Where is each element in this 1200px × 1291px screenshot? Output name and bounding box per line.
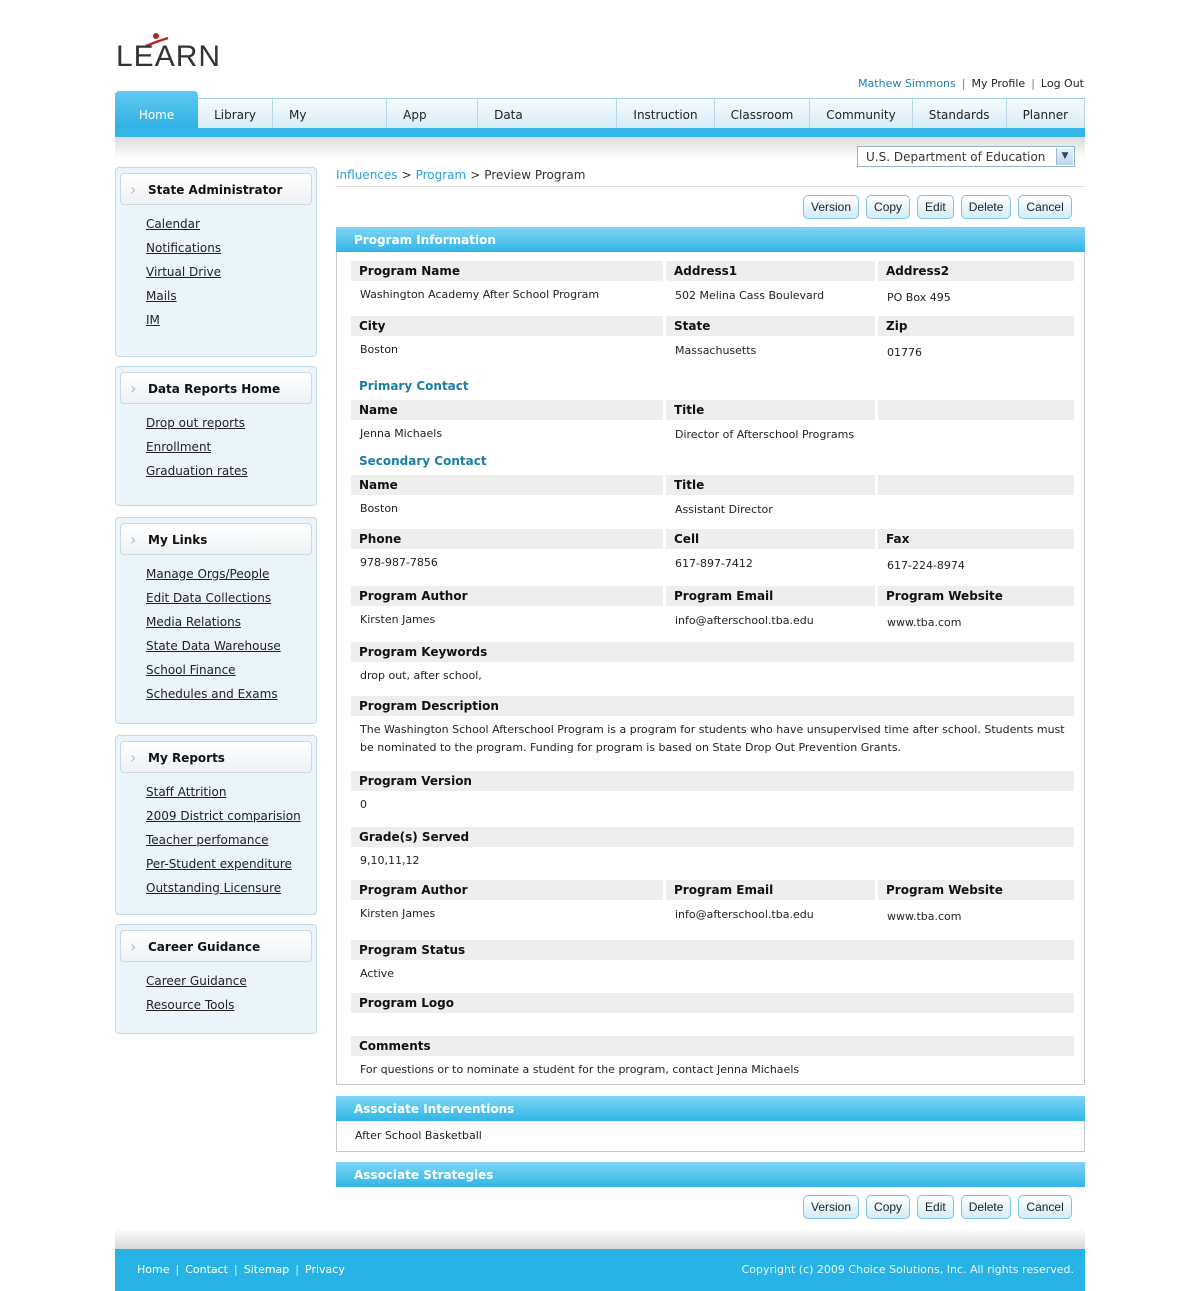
field-header-row <box>351 642 1074 662</box>
breadcrumb <box>336 168 585 182</box>
associate-strategies-header: Associate Strategies <box>336 1162 1085 1187</box>
label-program-version: Program Version <box>351 771 1074 791</box>
value-zip: 01776 <box>887 346 922 359</box>
separator: | <box>961 77 966 90</box>
value-program-email: info@afterschool.tba.edu <box>675 614 814 627</box>
value-fax: 617-224-8974 <box>887 559 965 572</box>
empty-header-cell <box>878 475 1074 495</box>
label-program-name: Program Name <box>351 261 663 281</box>
sidebar-box-data-reports <box>115 366 317 506</box>
sidebar-box-title: Career Guidance <box>148 940 261 954</box>
user-name-link[interactable]: Mathew Simmons <box>858 77 956 90</box>
sidebar-box-header[interactable] <box>120 372 312 404</box>
label-comments: Comments <box>351 1036 1074 1056</box>
label-primary-name: Name <box>351 400 663 420</box>
logo-text: LEARN <box>116 40 222 73</box>
nav-stripe <box>115 128 1085 137</box>
version-button[interactable]: Version <box>803 1195 859 1219</box>
value-phone: 978-987-7856 <box>360 556 438 569</box>
value-address1: 502 Melina Cass Boulevard <box>675 289 825 302</box>
sidebar-box-title: Data Reports Home <box>148 382 281 396</box>
value-program-keywords: drop out, after school, <box>360 669 482 682</box>
value-primary-title: Director of Afterschool Programs <box>675 428 855 441</box>
organization-select[interactable] <box>857 146 1075 167</box>
sidebar-link-school-finance[interactable]: School Finance <box>146 663 236 677</box>
sidebar-link-mails[interactable]: Mails <box>146 289 177 303</box>
primary-contact-title: Primary Contact <box>359 379 469 393</box>
footer-link-home[interactable]: Home <box>137 1263 170 1276</box>
delete-button[interactable]: Delete <box>961 195 1012 219</box>
label-grades-served: Grade(s) Served <box>351 827 1074 847</box>
field-header-row <box>351 696 1074 716</box>
sidebar-link-schedules-exams[interactable]: Schedules and Exams <box>146 687 278 701</box>
divider <box>336 186 1085 187</box>
label-primary-title: Title <box>666 400 875 420</box>
value-program-website: www.tba.com <box>887 616 962 629</box>
field-header-row <box>351 1036 1074 1056</box>
action-buttons-bottom <box>803 1195 1072 1219</box>
label-state: State <box>666 316 875 336</box>
separator: | <box>295 1263 299 1276</box>
nav-tab-planner[interactable]: Planner <box>1007 99 1085 129</box>
sidebar-link-teacher-perfomance[interactable]: Teacher perfomance <box>146 833 269 847</box>
chevron-right-icon: › <box>130 530 137 549</box>
my-profile-link[interactable]: My Profile <box>971 77 1026 90</box>
sidebar-box-header[interactable] <box>120 741 312 773</box>
sidebar-link-career-guidance[interactable]: Career Guidance <box>146 974 247 988</box>
sidebar-link-outstanding-licensure[interactable]: Outstanding Licensure <box>146 881 282 895</box>
label-secondary-title: Title <box>666 475 875 495</box>
action-buttons-top <box>803 195 1072 219</box>
separator: | <box>175 1263 180 1276</box>
secondary-contact-title: Secondary Contact <box>359 454 487 468</box>
breadcrumb-current: Preview Program <box>484 168 586 182</box>
chevron-right-icon: › <box>130 379 137 398</box>
sidebar-link-per-student-expenditure[interactable]: Per-Student expenditure <box>146 857 292 871</box>
value-program-website: www.tba.com <box>887 910 962 923</box>
breadcrumb-program[interactable]: Program <box>415 168 467 182</box>
value-comments: For questions or to nominate a student for the program, contact Jenna Michaels <box>360 1063 800 1076</box>
value-address2: PO Box 495 <box>887 291 951 304</box>
edit-button[interactable]: Edit <box>917 195 954 219</box>
sidebar-link-im[interactable]: IM <box>146 313 160 327</box>
field-header-row <box>351 827 1074 847</box>
nav-tab-instruction[interactable]: Instruction <box>617 99 714 129</box>
value-program-author: Kirsten James <box>360 613 436 626</box>
associate-interventions-panel <box>336 1121 1085 1152</box>
value-program-status: Active <box>360 967 395 980</box>
cancel-button[interactable]: Cancel <box>1018 1195 1071 1219</box>
label-program-website: Program Website <box>878 880 1074 900</box>
nav-tab-home[interactable]: Home <box>115 91 198 129</box>
program-information-header: Program Information <box>336 227 1085 252</box>
sidebar-box-header[interactable] <box>120 523 312 555</box>
sidebar-box-title: My Reports <box>148 751 225 765</box>
sidebar-link-virtual-drive[interactable]: Virtual Drive <box>146 265 222 279</box>
organization-select-value: U.S. Department of Education <box>866 150 1046 164</box>
breadcrumb-separator: > <box>470 168 481 182</box>
nav-tab-my-resources[interactable]: My <box>273 99 387 129</box>
sidebar-link-media-relations[interactable]: Media Relations <box>146 615 241 629</box>
copy-button[interactable]: Copy <box>866 1195 910 1219</box>
sidebar-link-state-data-warehouse[interactable]: State Data Warehouse <box>146 639 281 653</box>
value-city: Boston <box>360 343 399 356</box>
nav-tab-standards[interactable]: Standards <box>913 99 1007 129</box>
value-program-version: 0 <box>360 798 367 811</box>
footer-link-sitemap[interactable]: Sitemap <box>243 1263 290 1276</box>
value-cell: 617-897-7412 <box>675 557 753 570</box>
value-grades-served: 9,10,11,12 <box>360 854 420 867</box>
label-address1: Address1 <box>666 261 875 281</box>
nav-tab-classroom[interactable]: Classroom <box>715 99 811 129</box>
nav-tab-data-visualization[interactable]: Data <box>478 99 617 129</box>
nav-tab-app-store[interactable]: App <box>387 99 478 129</box>
field-header-row <box>351 586 1074 606</box>
value-secondary-title: Assistant Director <box>675 503 773 516</box>
breadcrumb-influences[interactable]: Influences <box>336 168 398 182</box>
label-program-keywords: Program Keywords <box>351 642 1074 662</box>
cancel-button[interactable]: Cancel <box>1018 195 1071 219</box>
edit-button[interactable]: Edit <box>917 1195 954 1219</box>
label-program-email: Program Email <box>666 880 875 900</box>
chevron-down-icon[interactable]: ▼ <box>1056 148 1073 165</box>
sidebar-link-edit-data-collections[interactable]: Edit Data Collections <box>146 591 272 605</box>
sidebar-box-header[interactable] <box>120 173 312 205</box>
footer <box>115 1249 1085 1291</box>
associate-interventions-header: Associate Interventions <box>336 1096 1085 1121</box>
value-program-name: Washington Academy After School Program <box>360 288 600 301</box>
sidebar-link-notifications[interactable]: Notifications <box>146 241 222 255</box>
value-primary-name: Jenna Michaels <box>360 427 443 440</box>
field-header-row <box>351 529 1074 549</box>
breadcrumb-separator: > <box>401 168 412 182</box>
sidebar-link-staff-attrition[interactable]: Staff Attrition <box>146 785 227 799</box>
sidebar-box-title: My Links <box>148 533 208 547</box>
sidebar-link-enrollment[interactable]: Enrollment <box>146 440 212 454</box>
copy-button[interactable]: Copy <box>866 195 910 219</box>
sidebar-box-my-reports <box>115 735 317 915</box>
empty-header-cell <box>878 400 1074 420</box>
chevron-right-icon: › <box>130 180 137 199</box>
field-header-row <box>351 400 1074 420</box>
footer-link-contact[interactable]: Contact <box>185 1263 228 1276</box>
field-header-row <box>351 940 1074 960</box>
sidebar-link-resource-tools[interactable]: Resource Tools <box>146 998 235 1012</box>
label-program-author: Program Author <box>351 586 663 606</box>
field-header-row <box>351 880 1074 900</box>
sidebar-link-district-comparision[interactable]: 2009 District comparision <box>146 809 301 823</box>
footer-links <box>137 1263 345 1276</box>
chevron-right-icon: › <box>130 937 137 956</box>
value-secondary-name: Boston <box>360 502 399 515</box>
label-program-description: Program Description <box>351 696 1074 716</box>
delete-button[interactable]: Delete <box>961 1195 1012 1219</box>
value-program-description: The Washington School Afterschool Program is a program for students who have unsupervised time after school. Students must be nominated to the program. Funding for program is based on State Drop Out Prevention Grants. <box>360 723 1065 754</box>
label-program-email: Program Email <box>666 586 875 606</box>
label-address2: Address2 <box>878 261 1074 281</box>
footer-link-privacy[interactable]: Privacy <box>305 1263 345 1276</box>
sidebar-box-career-guidance <box>115 924 317 1034</box>
label-zip: Zip <box>878 316 1074 336</box>
label-phone: Phone <box>351 529 663 549</box>
separator: | <box>234 1263 238 1276</box>
learn-logo[interactable] <box>116 30 222 73</box>
label-city: City <box>351 316 663 336</box>
label-program-author: Program Author <box>351 880 663 900</box>
nav-tab-library[interactable]: Library <box>198 99 273 129</box>
separator: | <box>1031 77 1035 90</box>
sidebar-link-calendar[interactable]: Calendar <box>146 217 200 231</box>
label-cell: Cell <box>666 529 875 549</box>
label-program-website: Program Website <box>878 586 1074 606</box>
sidebar-box-my-links <box>115 517 317 724</box>
sidebar-box-header[interactable] <box>120 930 312 962</box>
field-header-row <box>351 316 1074 336</box>
label-fax: Fax <box>878 529 1074 549</box>
intervention-item[interactable]: After School Basketball <box>355 1129 482 1142</box>
field-header-row <box>351 261 1074 281</box>
logout-link[interactable]: Log Out <box>1040 77 1084 90</box>
label-program-logo: Program Logo <box>351 993 1074 1013</box>
label-program-status: Program Status <box>351 940 1074 960</box>
field-header-row <box>351 475 1074 495</box>
sidebar-box-state-administrator <box>115 167 317 357</box>
sidebar-box-title: State Administrator <box>148 183 283 197</box>
value-state: Massachusetts <box>675 344 757 357</box>
value-program-email: info@afterschool.tba.edu <box>675 908 814 921</box>
sidebar-link-graduation-rates[interactable]: Graduation rates <box>146 464 248 478</box>
version-button[interactable]: Version <box>803 195 859 219</box>
label-secondary-name: Name <box>351 475 663 495</box>
field-header-row <box>351 771 1074 791</box>
sidebar-link-manage-orgs[interactable]: Manage Orgs/People <box>146 567 270 581</box>
user-bar <box>858 77 1084 90</box>
copyright-text: Copyright (c) 2009 Choice Solutions, Inc. All rights reserved. <box>741 1263 1074 1276</box>
footer-shadow <box>115 1228 1085 1249</box>
nav-tab-community[interactable]: Community <box>810 99 912 129</box>
chevron-right-icon: › <box>130 748 137 767</box>
value-program-author: Kirsten James <box>360 907 436 920</box>
sidebar-link-drop-out-reports[interactable]: Drop out reports <box>146 416 246 430</box>
field-header-row <box>351 993 1074 1013</box>
